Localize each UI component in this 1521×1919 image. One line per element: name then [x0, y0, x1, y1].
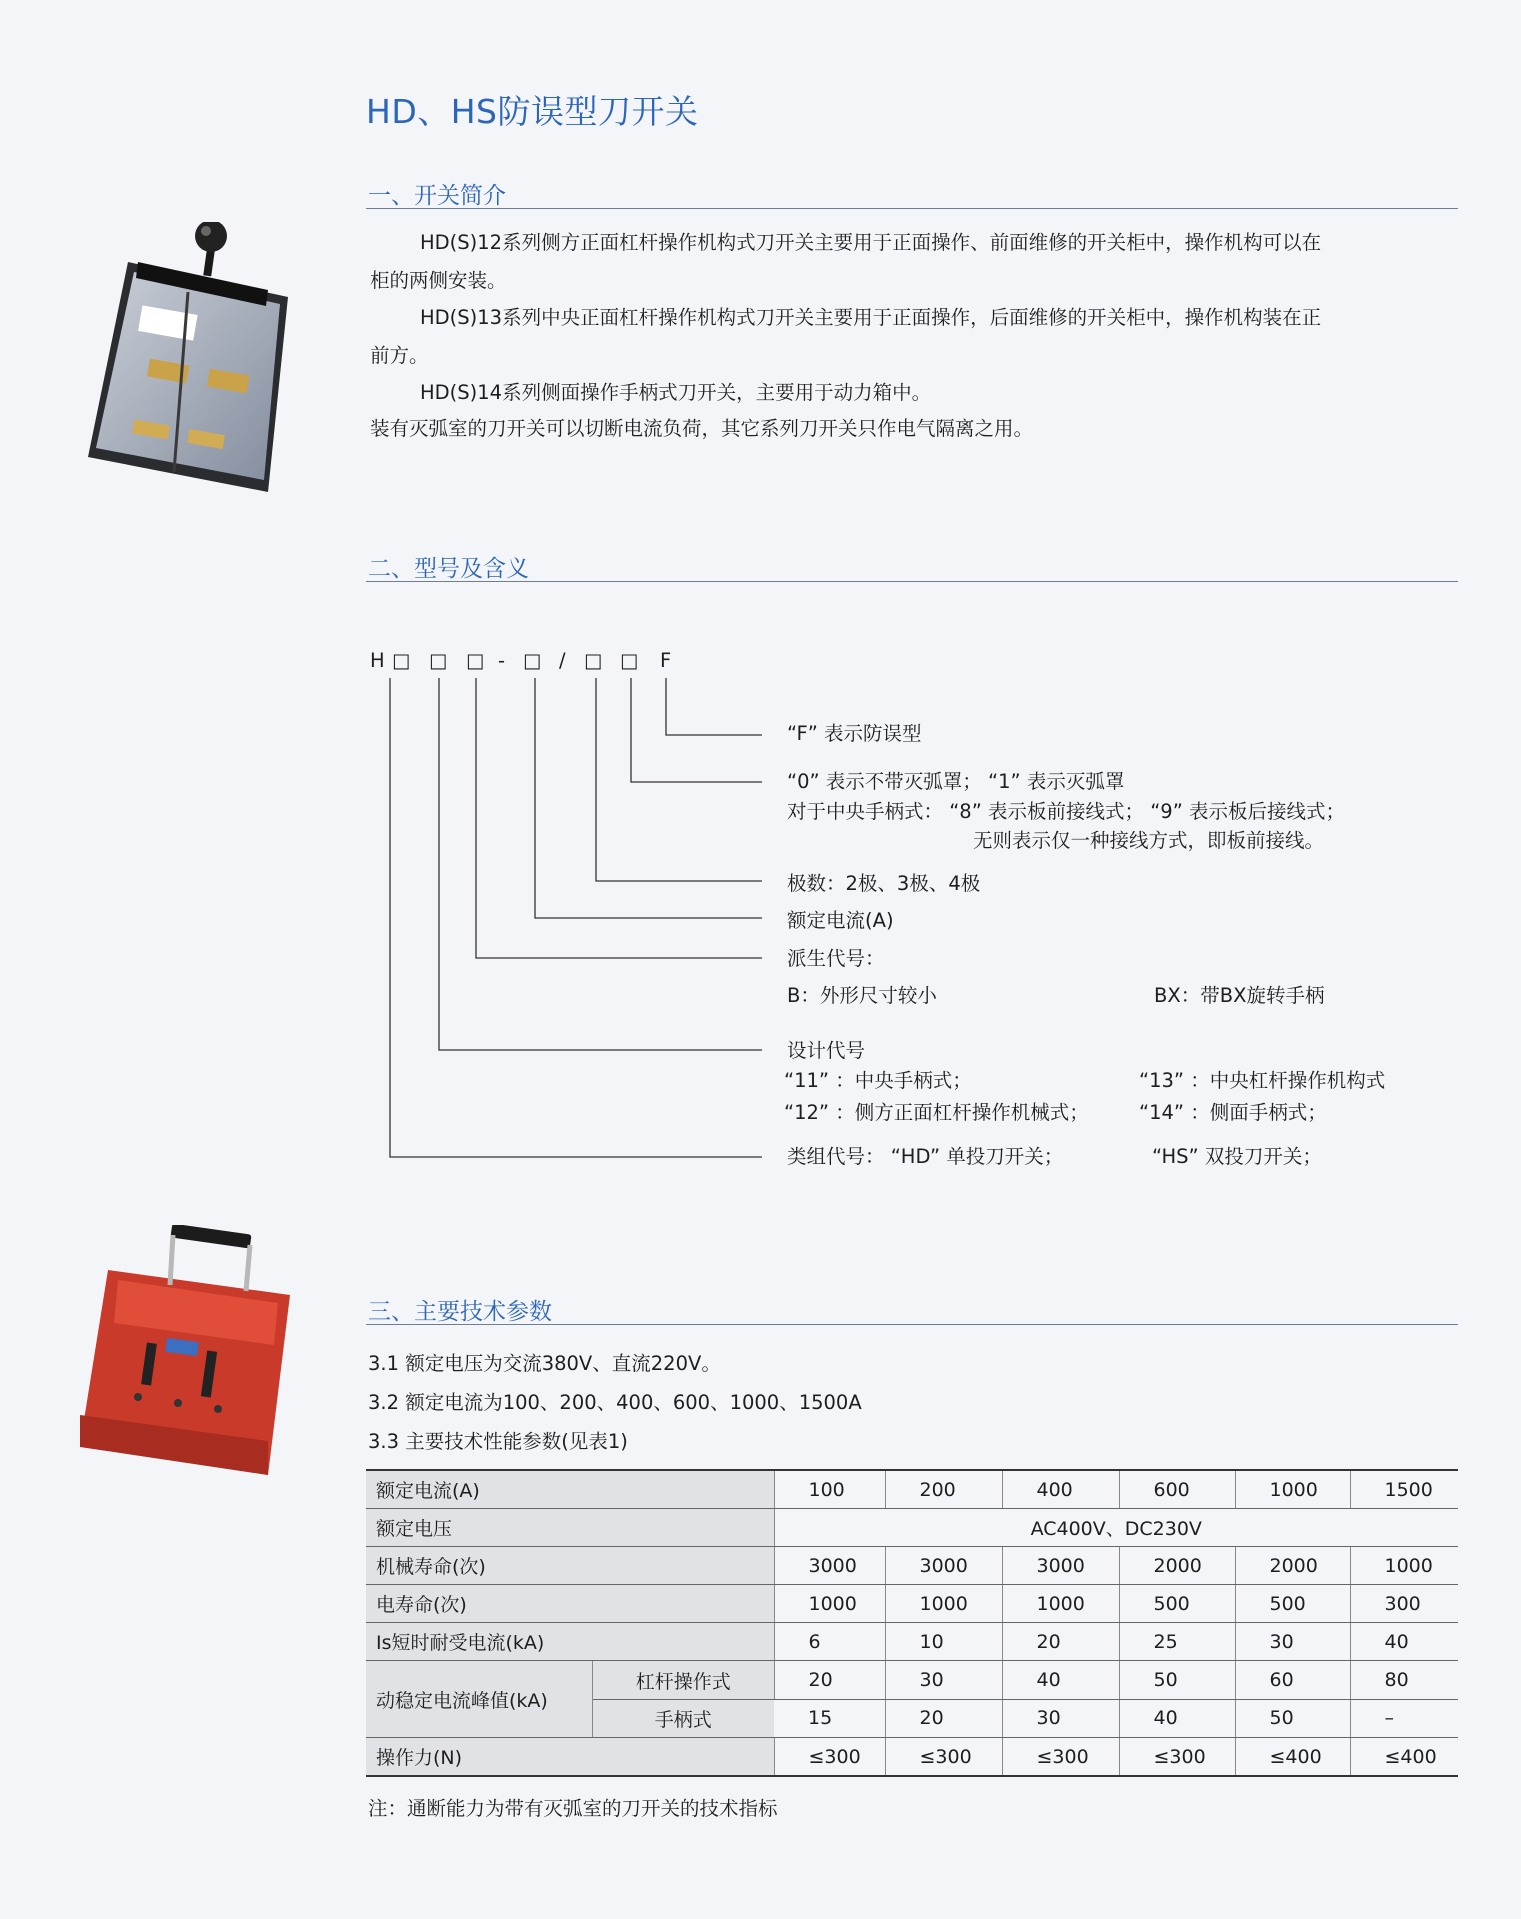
section-heading-intro: 一、开关简介 [368, 183, 506, 209]
intro-line: HD(S)12系列侧方正面杠杆操作机构式刀开关主要用于正面操作、前面维修的开关柜中，操作机构可以在 [420, 231, 1322, 254]
table-cell: 50 [1235, 1699, 1350, 1738]
table-cell: 30 [1235, 1623, 1350, 1661]
code-box: □ [392, 649, 411, 672]
table-cell: 1500 [1350, 1470, 1458, 1509]
table-row [366, 1623, 1458, 1661]
row-sublabel: 手柄式 [654, 1709, 712, 1731]
table-cell: ≤300 [885, 1738, 1002, 1777]
table-row [366, 1585, 1458, 1623]
code-box: □ [584, 649, 603, 672]
intro-line: 前方。 [370, 344, 429, 367]
intro-line: 柜的两侧安装。 [370, 269, 507, 292]
spec-table [366, 1469, 1458, 1777]
code-f-meaning: “F” 表示防误型 [787, 722, 922, 745]
table-cell: 500 [1235, 1585, 1350, 1623]
table-cell: 60 [1235, 1661, 1350, 1700]
code-char: F [660, 649, 672, 672]
table-cell: 50 [1119, 1661, 1235, 1700]
table-cell: 500 [1119, 1585, 1235, 1623]
code-design: 设计代号 [787, 1039, 866, 1062]
table-cell: – [1350, 1699, 1458, 1738]
code-poles: 极数：2极、3极、4极 [787, 872, 981, 895]
table-row [366, 1509, 1458, 1547]
table-cell: 25 [1119, 1623, 1235, 1661]
code-box: □ [620, 649, 639, 672]
code-design-14: “14” ：侧面手柄式； [1139, 1101, 1327, 1124]
table-cell: 100 [774, 1470, 885, 1509]
section-heading-params: 三、主要技术参数 [368, 1299, 552, 1325]
code-design-12: “12” ：侧方正面杠杆操作机械式； [784, 1101, 1089, 1124]
table-cell: 40 [1119, 1699, 1235, 1738]
code-rated-current: 额定电流(A) [787, 909, 894, 932]
row-label: 操作力(N) [366, 1738, 774, 1777]
table-cell: 2000 [1235, 1547, 1350, 1585]
row-label-group [366, 1661, 774, 1738]
code-arc-meaning: “0” 表示不带灭弧罩； “1” 表示灭弧罩 [787, 770, 1125, 793]
table-cell: 300 [1350, 1585, 1458, 1623]
row-label: 动稳定电流峰值(kA) [366, 1661, 593, 1737]
intro-line: HD(S)14系列侧面操作手柄式刀开关，主要用于动力箱中。 [420, 381, 932, 404]
table-cell: 30 [885, 1661, 1002, 1700]
table-row [366, 1547, 1458, 1585]
table-cell: 600 [1119, 1470, 1235, 1509]
table-cell: 3000 [774, 1547, 885, 1585]
table-cell: 1000 [885, 1585, 1002, 1623]
param-item: 3.3 主要技术性能参数(见表1) [368, 1430, 628, 1453]
table-cell: 1000 [774, 1585, 885, 1623]
code-derived-b: B：外形尺寸较小 [787, 984, 937, 1007]
code-center-handle-note: 无则表示仅一种接线方式，即板前接线。 [973, 829, 1325, 852]
table-cell: 6 [774, 1623, 885, 1661]
section-divider [366, 1324, 1458, 1325]
table-cell: ≤400 [1235, 1738, 1350, 1777]
code-class-hd: 类组代号： “HD” 单投刀开关； [787, 1145, 1064, 1168]
code-box: □ [429, 649, 448, 672]
code-class-hs: “HS” 双投刀开关； [1152, 1145, 1322, 1168]
table-note: 注：通断能力为带有灭弧室的刀开关的技术指标 [368, 1797, 778, 1820]
table-cell: 20 [1002, 1623, 1119, 1661]
table-cell: 3000 [885, 1547, 1002, 1585]
table-cell: 15 [774, 1699, 885, 1738]
param-item: 3.1 额定电压为交流380V、直流220V。 [368, 1352, 721, 1375]
table-cell: 40 [1350, 1623, 1458, 1661]
intro-line: HD(S)13系列中央正面杠杆操作机构式刀开关主要用于正面操作，后面维修的开关柜中，操作机构装在正 [420, 306, 1322, 329]
code-design-11: “11” ：中央手柄式； [784, 1069, 972, 1092]
table-row [366, 1470, 1458, 1509]
code-box: □ [466, 649, 485, 672]
section-heading-model: 二、型号及含义 [368, 556, 529, 582]
code-derived: 派生代号： [787, 947, 885, 970]
table-cell: 20 [885, 1699, 1002, 1738]
code-char: - [498, 649, 506, 672]
table-row [366, 1738, 1458, 1777]
table-cell: 400 [1002, 1470, 1119, 1509]
table-cell: 10 [885, 1623, 1002, 1661]
table-row [366, 1661, 1458, 1700]
table-cell: ≤300 [1002, 1738, 1119, 1777]
table-cell: ≤300 [774, 1738, 885, 1777]
table-cell: AC400V、DC230V [774, 1509, 1458, 1547]
row-label: 额定电压 [366, 1509, 774, 1547]
row-label: 电寿命(次) [366, 1585, 774, 1623]
code-center-handle: 对于中央手柄式： “8” 表示板前接线式； “9” 表示板后接线式； [787, 800, 1346, 823]
table-cell: 40 [1002, 1661, 1119, 1700]
row-label: 额定电流(A) [366, 1470, 774, 1509]
row-label: Is短时耐受电流(kA) [366, 1623, 774, 1661]
code-char: / [559, 649, 566, 672]
table-cell: 2000 [1119, 1547, 1235, 1585]
table-cell: 80 [1350, 1661, 1458, 1700]
code-char: H [370, 649, 385, 672]
row-sublabel: 杠杆操作式 [593, 1661, 774, 1700]
page-title: HD、HS防误型刀开关 [366, 92, 699, 131]
table-cell: 20 [774, 1661, 885, 1700]
table-cell: 3000 [1002, 1547, 1119, 1585]
table-cell: 1000 [1002, 1585, 1119, 1623]
table-cell: 1000 [1350, 1547, 1458, 1585]
table-cell: 30 [1002, 1699, 1119, 1738]
table-cell: 200 [885, 1470, 1002, 1509]
intro-line: 装有灭弧室的刀开关可以切断电流负荷，其它系列刀开关只作电气隔离之用。 [370, 417, 1034, 440]
code-derived-bx: BX：带BX旋转手柄 [1154, 984, 1325, 1007]
table-cell: ≤300 [1119, 1738, 1235, 1777]
code-box: □ [523, 649, 542, 672]
row-label: 机械寿命(次) [366, 1547, 774, 1585]
param-item: 3.2 额定电流为100、200、400、600、1000、1500A [368, 1391, 862, 1414]
table-cell: 1000 [1235, 1470, 1350, 1509]
table-cell: ≤400 [1350, 1738, 1458, 1777]
code-design-13: “13” ：中央杠杆操作机构式 [1139, 1069, 1386, 1092]
